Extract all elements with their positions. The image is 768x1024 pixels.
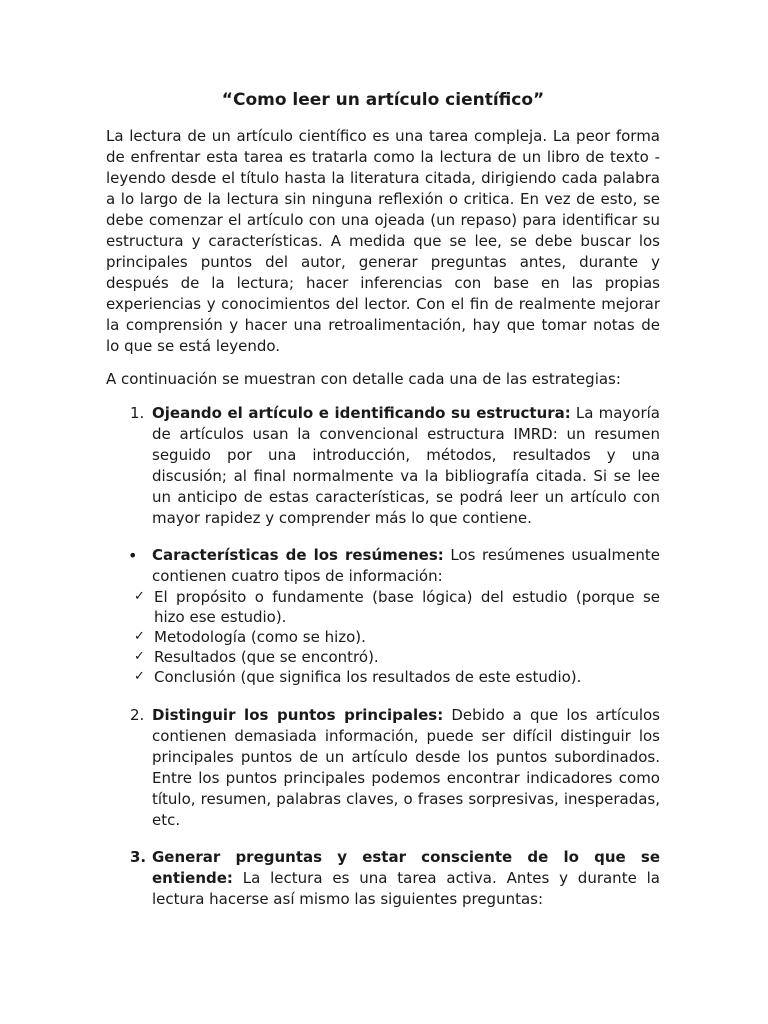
bullet-text: Los resúmenes usualmente contienen cuatro tipos de información: — [152, 546, 660, 585]
list-marker-1: 1. — [130, 404, 145, 422]
bullet-heading: Características de los resúmenes: — [152, 546, 444, 564]
item-1-heading: Ojeando el artículo e identificando su estructura: — [152, 404, 571, 422]
subitem-text: El propósito o fundamente (base lógica) del estudio (porque se hizo ese estudio). — [154, 588, 660, 626]
item-3-text: La lectura es una tarea activa. Antes y durante la lectura hacerse así mismo las siguientes preguntas: — [152, 869, 660, 908]
abstract-info-list — [106, 587, 660, 687]
list-marker-2: 2. — [130, 706, 145, 724]
checkmark-icon: ✓ — [134, 649, 145, 664]
list-item-2 — [106, 705, 660, 831]
list-item — [106, 667, 660, 687]
strategies-intro: A continuación se muestran con detalle cada una de las estrategias: — [106, 370, 621, 388]
list-marker-3: 3. — [130, 848, 147, 866]
item-2-heading: Distinguir los puntos principales: — [152, 706, 444, 724]
list-item-3 — [106, 847, 660, 910]
list-item — [106, 647, 660, 667]
list-item — [106, 587, 660, 627]
item-1-text: La mayoría de artículos usan la convencional estructura IMRD: un resumen seguido por una introducción, métodos, resultados y una discusión; al final normalmente va la bibliografía citada. Si se lee un anticipo de estas características, se podrá leer un artículo con mayor rapidez y comprender más lo que contiene. — [152, 404, 660, 527]
bullet-item-abstracts — [106, 545, 660, 687]
item-2-text: Debido a que los artículos contienen demasiada información, puede ser difícil distinguir los principales puntos de un artículo desde los puntos subordinados. Entre los puntos principales podemos encontrar indicadores como título, resumen, palabras claves, o frases sorpresivas, inesperadas, etc. — [152, 706, 661, 829]
intro-paragraph: La lectura de un artículo científico es una tarea compleja. La peor forma de enfrentar esta tarea es tratarla como la lectura de un libro de texto -leyendo desde el título hasta la literatura citada, dirigiendo cada palabra a lo largo de la lectura sin ninguna reflexión o critica. En vez de esto, se debe comenzar el artículo con una ojeada (un repaso) para identificar su estructura y características. A medida que se lee, se debe buscar los principales puntos del autor, generar preguntas antes, durante y después de la lectura; hacer inferencias con base en las propias experiencias y conocimientos del lector. Con el fin de realmente mejorar la comprensión y hacer una retroalimentación, hay que tomar notas de lo que se está leyendo. — [106, 127, 660, 355]
list-item-1 — [106, 403, 660, 529]
subitem-text: Conclusión (que significa los resultados de este estudio). — [154, 668, 582, 686]
document-page — [106, 88, 660, 926]
subitem-text: Metodología (como se hizo). — [154, 628, 366, 646]
checkmark-icon: ✓ — [134, 669, 145, 684]
bullet-marker: • — [128, 546, 138, 565]
checkmark-icon: ✓ — [134, 629, 145, 644]
item-3-heading: Generar preguntas y estar consciente de lo que se entiende: — [152, 848, 660, 887]
checkmark-icon: ✓ — [134, 589, 145, 604]
subitem-text: Resultados (que se encontró). — [154, 648, 379, 666]
document-title: “Como leer un artículo científico” — [221, 90, 545, 110]
list-item — [106, 627, 660, 647]
